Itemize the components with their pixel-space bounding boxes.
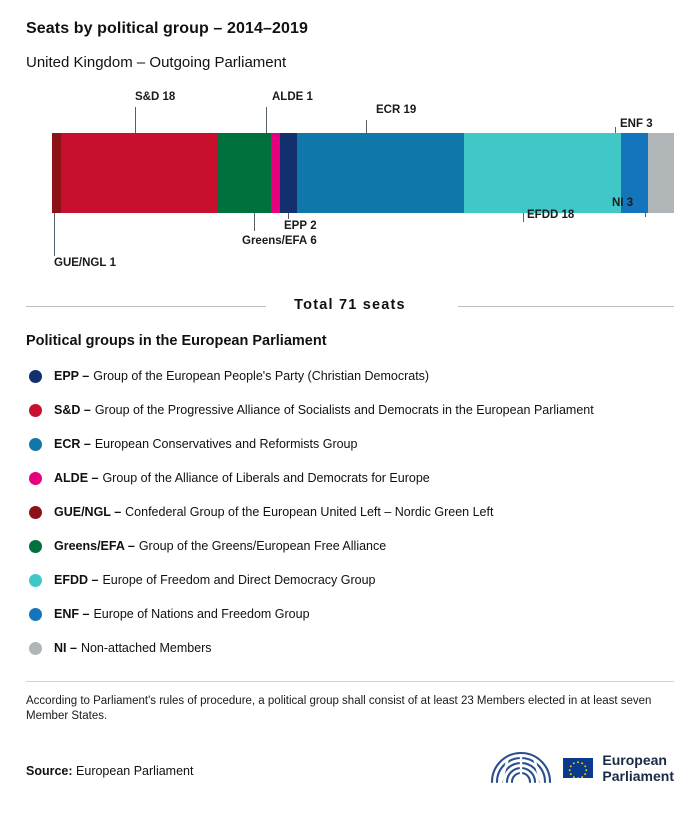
legend-color-dot-icon (29, 506, 42, 519)
bar-label-ni: NI 3 (612, 197, 634, 209)
legend-abbr: Greens/EFA – (54, 539, 135, 553)
legend-item-enf[interactable] (26, 597, 674, 631)
bar-label-efdd: EFDD 18 (527, 209, 575, 221)
legend-list (26, 359, 674, 665)
legend-color-dot-icon (29, 370, 42, 383)
legend-abbr: ENF – (54, 607, 90, 621)
legend-description: Group of the European People's Party (Christian Democrats) (93, 369, 430, 383)
legend-abbr: EPP – (54, 369, 90, 383)
legend-abbr: ECR – (54, 437, 91, 451)
footer-divider (26, 681, 674, 682)
bar-segment-epp[interactable] (280, 133, 298, 213)
legend-description: Europe of Freedom and Direct Democracy Group (102, 573, 376, 587)
page-title: Seats by political group – 2014–2019 (26, 20, 308, 37)
bar-leader-greens (254, 213, 255, 231)
stacked-bar-chart (26, 91, 674, 285)
bar-leader-guengl (54, 213, 55, 256)
source-label: Source: (26, 764, 73, 778)
legend-abbr: S&D – (54, 403, 91, 417)
legend-description: European Conservatives and Reformists Group (94, 437, 358, 451)
bar-leader-ni (645, 213, 646, 217)
logo-line-1: European (602, 752, 667, 768)
bar-leader-efdd (523, 213, 524, 222)
legend-color-dot-icon (29, 438, 42, 451)
legend-item-greens-efa[interactable] (26, 529, 674, 563)
legend-abbr: GUE/NGL – (54, 505, 122, 519)
legend-color-dot-icon (29, 472, 42, 485)
bar-label-alde: ALDE 1 (272, 91, 313, 103)
legend-item-epp[interactable] (26, 359, 674, 393)
legend-color-dot-icon (29, 642, 42, 655)
legend-item-alde[interactable] (26, 461, 674, 495)
legend-color-dot-icon (29, 540, 42, 553)
footnote: According to Parliament's rules of procedure, a political group shall consist of at least 23 Members elected in at least seven Member States. (26, 695, 652, 722)
bar-label-ecr: ECR 19 (376, 104, 417, 116)
legend-description: Confederal Group of the European United Left – Nordic Green Left (125, 505, 494, 519)
bar-segment-sd[interactable] (61, 133, 219, 213)
legend-abbr: ALDE – (54, 471, 99, 485)
legend-abbr: NI – (54, 641, 77, 655)
bar-leader-sd (135, 107, 136, 133)
bar-segment-ni[interactable] (648, 133, 674, 213)
bar-leader-alde (266, 107, 267, 133)
bar-label-sd: S&D 18 (135, 91, 176, 103)
legend-item-ecr[interactable] (26, 427, 674, 461)
total-banner (26, 291, 674, 321)
eu-flag-icon (563, 758, 593, 778)
legend-item-ni[interactable] (26, 631, 674, 665)
legend-item-sd[interactable] (26, 393, 674, 427)
parliament-hemicycle-icon (488, 750, 554, 786)
bar-segment-alde[interactable] (271, 133, 280, 213)
total-seats-text: Total 71 seats (294, 297, 406, 313)
legend-color-dot-icon (29, 404, 42, 417)
bar-label-guengl: GUE/NGL 1 (54, 257, 116, 269)
legend-color-dot-icon (29, 574, 42, 587)
source-value: European Parliament (76, 764, 194, 778)
bar-segment-efdd[interactable] (464, 133, 622, 213)
bar-segment-greens[interactable] (218, 133, 271, 213)
legend-item-efdd[interactable] (26, 563, 674, 597)
logo-line-2: Parliament (602, 768, 674, 784)
seats-bar (52, 133, 674, 213)
bar-label-epp: EPP 2 (284, 220, 317, 232)
bar-leader-ecr (366, 120, 367, 133)
bar-label-greens: Greens/EFA 6 (242, 235, 317, 247)
legend-title: Political groups in the European Parliament (26, 333, 327, 349)
european-parliament-logo (488, 750, 674, 786)
source-text (26, 764, 193, 778)
logo-wordmark (602, 752, 674, 784)
legend-item-guengl[interactable] (26, 495, 674, 529)
legend-description: Group of the Alliance of Liberals and Democrats for Europe (102, 471, 430, 485)
legend-description: Group of the Greens/European Free Alliance (138, 539, 387, 553)
bar-leader-enf (615, 127, 616, 133)
source-row (26, 750, 674, 796)
legend-description: Europe of Nations and Freedom Group (93, 607, 310, 621)
bar-segment-guengl[interactable] (52, 133, 61, 213)
legend-description: Non-attached Members (80, 641, 212, 655)
bar-label-enf: ENF 3 (620, 118, 653, 130)
bar-segment-ecr[interactable] (297, 133, 463, 213)
legend-description: Group of the Progressive Alliance of Socialists and Democrats in the European Parliament (94, 403, 594, 417)
page-subtitle: United Kingdom – Outgoing Parliament (26, 54, 287, 71)
legend-abbr: EFDD – (54, 573, 99, 587)
legend-color-dot-icon (29, 608, 42, 621)
